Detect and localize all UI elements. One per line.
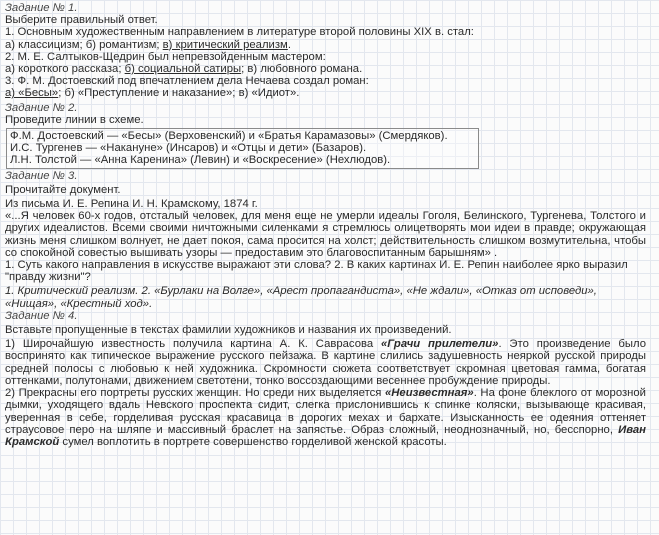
task-4-heading: Задание № 4. bbox=[5, 309, 78, 322]
task-2-instruction: Проведите линии в схеме. bbox=[5, 113, 144, 126]
document-source: Из письма И. Е. Репина И. Н. Крамскому, 1874 г. bbox=[5, 198, 258, 211]
task-1 bbox=[5, 2, 646, 100]
document-quote: «...Я человек 60-х годов, отсталый человек, для меня еще не умерли идеалы Гоголя, Белинского, Тургенева, Толстого и других идеалистов. Всеми своими ничтожными силенками я стремлюсь олицетворять мои идеи в правде; окружающая жизнь меня слишком волнует, не дает покоя, сама просится на холст; действительность слишком возмутительна, чтобы со спокойной совестью вышивать узоры — предоставим это благовоспитанным барышням» . bbox=[5, 210, 646, 259]
task-1-instruction: Выберите правильный ответ. bbox=[5, 14, 158, 27]
p1-rest: . Это произведение было воспринято как типическое выражение русского пейзажа. В картине слились задушевность неяркой русской природы средней полосы с любовью к ней художника. Скромности сюжета соответствует скромная цветовая гамма, богатая оттенками, полутонами, движением светотени, тонко воссоздающими весеннее пробуждение природы. bbox=[5, 338, 646, 387]
scheme-line-tolstoy: Л.Н. Толстой — «Анна Каренина» (Левин) и «Воскресение» (Нехлюдов). bbox=[10, 154, 391, 167]
q3-correct-answer: а) «Бесы» bbox=[5, 87, 59, 100]
task-4-instruction: Вставьте пропущенные в текстах фамилии художников и названия их произведений. bbox=[5, 324, 452, 337]
p2-artist-name: Иван Крамской bbox=[5, 423, 646, 448]
p2-end: сумел воплотить в портрете совершенство горделивой женской красоты. bbox=[59, 435, 447, 448]
scheme-line-turgenev: И.С. Тургенев — «Накануне» (Инсаров) и «Отцы и дети» (Базаров). bbox=[10, 142, 367, 155]
p1-start: 1) Широчайшую известность получила картина А. К. Саврасова bbox=[5, 338, 381, 351]
task-4 bbox=[5, 310, 646, 448]
q3-options-other: ; б) «Преступление и наказание»; в) «Идиот». bbox=[58, 87, 300, 100]
task-3-instruction: Прочитайте документ. bbox=[5, 183, 121, 196]
p2-mid: . На фоне блеклого от морозной дымки, уходящего вдаль Невского проспекта сидит, слегка прислонившись к спинке коляски, вызывающе красивая, уверенная в себе, горделивая русская красавица в дорогих мехах и бархате. Изысканность ее одеяния оттеняет страусовое перо на шляпе и массивный браслет на запястье. Образ сложный, неоднозначный, но, бесспорно, bbox=[5, 387, 646, 436]
question-1-options: а) классицизм; б) романтизм; в) критический реализм. bbox=[5, 38, 291, 51]
matching-scheme-box bbox=[6, 128, 479, 169]
q1-options-wrong: а) классицизм; б) романтизм; bbox=[5, 38, 163, 51]
task-3 bbox=[5, 170, 646, 310]
task-2-heading: Задание № 2. bbox=[5, 101, 78, 114]
q2-option-c: ; в) любовного романа. bbox=[241, 63, 363, 76]
question-3-options bbox=[5, 87, 646, 99]
task-3-answer: 1. Критический реализм. 2. «Бурлаки на Волге», «Арест пропагандиста», «Не ждали», «Отказ от исповеди», «Нищая», «Крестный ход». bbox=[5, 285, 597, 310]
task-4-paragraph-2 bbox=[5, 387, 646, 448]
task-2 bbox=[5, 102, 646, 169]
question-3: 3. Ф. М. Достоевский под впечатлением дела Нечаева создал роман: bbox=[5, 75, 369, 88]
question-2: 2. М. Е. Салтыков-Щедрин был непревзойденным мастером: bbox=[5, 50, 326, 63]
task-4-paragraph-1 bbox=[5, 338, 646, 387]
scheme-line-dostoevsky: Ф.М. Достоевский — «Бесы» (Верховенский) и «Братья Карамазовы» (Смердяков). bbox=[10, 130, 448, 143]
q1-correct-answer: в) критический реализм bbox=[162, 38, 288, 51]
task-3-questions: 1. Суть какого направления в искусстве выражают эти слова? 2. В каких картинах И. Е. Репин наиболее ярко выразил "правду жизни"? bbox=[5, 259, 628, 284]
question-2-options bbox=[5, 63, 646, 75]
q2-correct-answer: б) социальной сатиры bbox=[124, 63, 242, 76]
task-3-heading: Задание № 3. bbox=[5, 169, 78, 182]
task-1-heading: Задание № 1. bbox=[5, 2, 78, 14]
p2-painting-title: «Неизвестная» bbox=[384, 387, 474, 400]
p2-start: 2) Прекрасны его портреты русских женщин. Но среди них выделяется bbox=[5, 387, 385, 400]
question-1: 1. Основным художественным направлением в литературе второй половины XIX в. стал: bbox=[5, 26, 474, 39]
q2-option-a: а) короткого рассказа; bbox=[5, 63, 125, 76]
p1-painting-title: «Грачи прилетели» bbox=[381, 338, 499, 351]
